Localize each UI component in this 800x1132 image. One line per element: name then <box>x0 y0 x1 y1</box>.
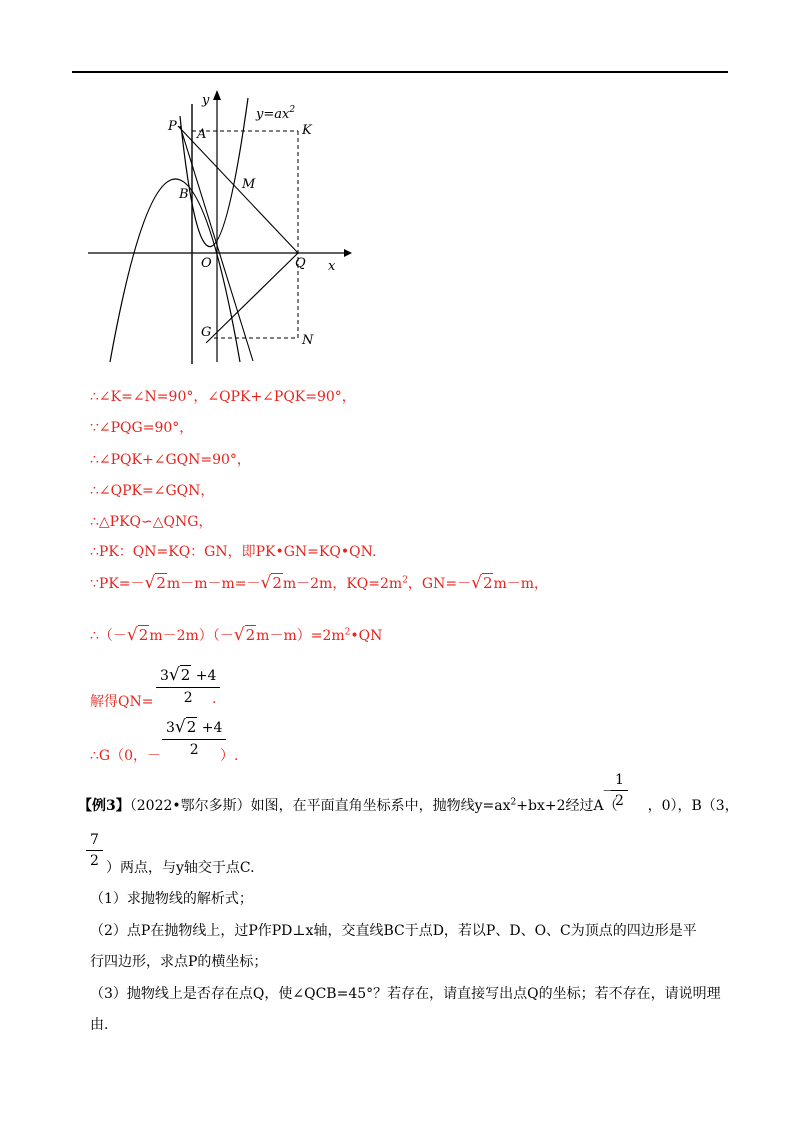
parabola-down <box>110 179 240 362</box>
label-m: M <box>242 177 256 192</box>
sqrt-expression: √2 <box>126 625 149 645</box>
solution-line-1: ∴∠K=∠N=90°，∠QPK+∠PQK=90°， <box>90 389 356 405</box>
question-2-a: （2）点P在抛物线上，过P作PD⊥x轴，交直线BC于点D，若以P、D、O、C为顶点的四边形是平 <box>90 923 697 939</box>
label-a: A <box>197 127 207 142</box>
label-y: y <box>202 93 210 108</box>
solution-line-10-prefix: ∴G（0，－ <box>90 748 161 764</box>
solution-line-8: $\therefore(-√2m-2m)(-√2m-m)=2m^2•QN$ <box>90 625 383 645</box>
x-axis-arrow <box>344 249 352 257</box>
line-pq <box>178 126 298 253</box>
label-o: O <box>201 256 212 271</box>
example-3-line-2: ）两点，与y轴交于点C. <box>106 860 255 876</box>
label-k: K <box>302 123 312 138</box>
solution-line-5: ∴△PKQ∽△QNG， <box>90 514 213 530</box>
solution-line-7: ∵PK=－√2m－m－m=－√2m－2m，$KQ=2m^2$，GN=－√2m－m， <box>90 573 549 593</box>
question-1: （1）求抛物线的解析式； <box>90 891 253 907</box>
fraction-g: 3√2 +4 2 <box>162 717 226 758</box>
label-p: P <box>168 119 177 134</box>
fraction-a-x: 1 2 <box>611 772 628 809</box>
label-x: x <box>328 259 336 274</box>
solution-line-4: ∴∠QPK=∠GQN， <box>90 483 215 499</box>
geometry-figure <box>88 86 352 366</box>
label-g: G <box>201 325 212 340</box>
example-tag: 【例3】 <box>78 798 130 814</box>
solution-line-6: ∴PK：QN=KQ：GN，即PK•GN=KQ•QN. <box>90 544 377 560</box>
solution-line-10-suffix: ）. <box>220 748 239 764</box>
sqrt-expression: √2 <box>471 573 493 593</box>
solution-line-3: ∴∠PQK+∠GQN=90°， <box>90 452 251 468</box>
label-n: N <box>302 333 314 348</box>
sqrt-expression: √2 <box>233 625 256 645</box>
y-axis-arrow <box>213 90 221 100</box>
fraction-qn: 3√2 +4 2 <box>156 665 220 706</box>
solution-line-9-suffix: . <box>212 691 217 707</box>
sqrt-expression: √2 <box>144 573 166 593</box>
sqrt-expression: √2 <box>260 573 282 593</box>
example-3-line-1: 【例3】（2022•鄂尔多斯）如图，在平面直角坐标系中，抛物线$y=ax^2+bx+2$经过A（ ，0），B（3， <box>78 797 739 814</box>
solution-line-2: ∵∠PQG=90°， <box>90 420 194 436</box>
solution-line-9-prefix: 解得QN= <box>90 694 154 710</box>
question-3-a: （3）抛物线上是否存在点Q，使∠QCB=45°？若存在，请直接写出点Q的坐标；若不存在，请说明理 <box>90 986 721 1002</box>
question-3-b: 由. <box>90 1017 109 1033</box>
label-curve: $y=ax^2$ <box>256 105 296 122</box>
header-rule <box>72 71 728 73</box>
parabola-ax2 <box>180 98 248 247</box>
fraction-a-sign: － <box>602 784 616 800</box>
fraction-b-y: 7 2 <box>86 832 103 869</box>
label-q: Q <box>295 256 306 271</box>
label-b: B <box>179 187 189 202</box>
question-2-b: 行四边形，求点P的横坐标； <box>90 954 268 970</box>
